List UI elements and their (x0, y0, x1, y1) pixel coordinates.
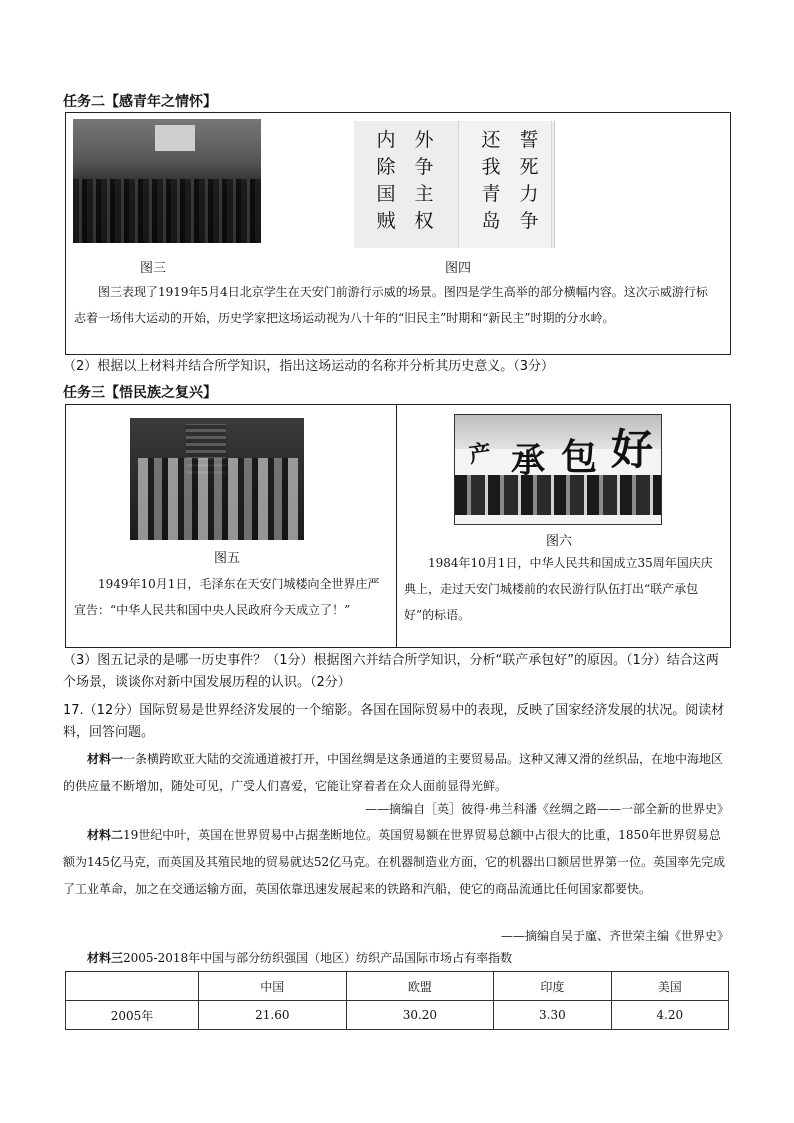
banner-right-col-2 (479, 127, 503, 237)
market-share-table (65, 971, 729, 1030)
material-2 (63, 822, 731, 903)
table-cell: 3.30 (494, 1001, 611, 1030)
banner-char: 除 (376, 156, 396, 178)
banner-char: 青 (481, 183, 501, 205)
material-2-text: 19世纪中叶，英国在世界贸易中占据垄断地位。英国贸易额在世界贸易总额中占很大的比重，1850年世界贸易总额为145亿马克，而英国及其殖民地的贸易就达52亿马克。在机器制造业方面，它的机器出口额居世界第一位。英国率先完成了工业革命，加之在交通运输方面，英国依靠迅速发展起来的铁路和汽船，使它的商品流通比任何国家都要快。 (63, 828, 726, 896)
material-3 (63, 945, 731, 972)
banner-char: 国 (376, 183, 396, 205)
banner-char: 我 (481, 156, 501, 178)
table-cell: 4.20 (611, 1001, 728, 1030)
sign-char: 承 (511, 441, 545, 481)
q17-intro: 17.（12分）国际贸易是世界经济发展的一个缩影。各国在国际贸易中的表现，反映了国家经济发展的状况。阅读材料，回答问题。 (63, 703, 725, 740)
banner-right (471, 127, 541, 237)
material-3-text: 2005-2018年中国与部分纺织强国（地区）纺织产品国际市场占有率指数 (123, 951, 513, 965)
task2-description: 图三表现了1919年5月4日北京学生在天安门前游行示威的场景。图四是学生高举的部分横幅内容。这次示威游行标志着一场伟大运动的开始，历史学家把这场运动视为八十年的“旧民主”时期和“新民主”时期的分水岭。 (74, 285, 708, 325)
banner-left-col-2 (374, 127, 398, 237)
table-header-cell: 中国 (199, 972, 347, 1001)
table-cell: 21.60 (199, 1001, 347, 1030)
may-fourth-photo (73, 119, 261, 243)
banner-left (366, 127, 436, 237)
task3-title: 任务三【悟民族之复兴】 (63, 385, 217, 401)
banner-char: 贼 (376, 210, 396, 232)
task2-box (65, 112, 731, 355)
banner-char: 誓 (519, 129, 539, 151)
material-3-label: 材料三 (87, 951, 124, 965)
task3-divider (396, 405, 397, 647)
banner-char: 主 (414, 183, 434, 205)
banner-char: 岛 (481, 210, 501, 232)
sign-char: 好 (611, 425, 654, 474)
fig3-label: 图三 (140, 261, 167, 276)
fig5-text: 1949年10月1日，毛泽东在天安门城楼向全世界庄严宣告：“中华人民共和国中央人民政府今天成立了！” (74, 577, 380, 617)
material-2-source: ——摘编自吴于廑、齐世荣主编《世界史》 (500, 929, 729, 943)
table-cell: 30.20 (346, 1001, 494, 1030)
tractors-shape (455, 475, 661, 515)
table-header-row (66, 972, 729, 1001)
sign-char: 产 (467, 440, 493, 469)
table-header-cell: 美国 (611, 972, 728, 1001)
material-1-text: 一条横跨欧亚大陆的交流通道被打开，中国丝绸是这条通道的主要贸易品。这种又薄又滑的丝织品，在地中海地区的供应量不断增加，随处可见，广受人们喜爱，它能让穿着者在众人面前显得光鲜。 (63, 752, 724, 793)
leaders-shape (138, 458, 298, 540)
fig5-label: 图五 (214, 551, 241, 566)
task2-title: 任务二【感青年之情怀】 (63, 94, 217, 110)
fig6-text: 1984年10月1日，中华人民共和国成立35周年国庆庆典上，走过天安门城楼前的农民游行队伍打出“联产承包好”的标语。 (404, 556, 713, 622)
banner-char: 争 (519, 210, 539, 232)
crowd-shape (73, 179, 261, 243)
material-1-label: 材料一 (87, 752, 124, 766)
table-row (66, 1001, 729, 1030)
tiananmen-gate-shape (155, 125, 195, 151)
founding-ceremony-photo (130, 418, 304, 540)
table-header-cell (66, 972, 199, 1001)
banner-char: 权 (414, 210, 434, 232)
material-1 (63, 746, 731, 800)
task2-question: （2）根据以上材料并结合所学知识，指出这场运动的名称并分析其历史意义。（3分） (63, 359, 555, 374)
banner-right-col-1 (517, 127, 541, 237)
sign-char: 包 (561, 437, 598, 478)
banner-char: 死 (519, 156, 539, 178)
banner-left-col-1 (412, 127, 436, 237)
material-2-label: 材料二 (87, 828, 124, 842)
table-cell: 2005年 (66, 1001, 199, 1030)
fig6-label: 图六 (546, 534, 573, 549)
task3-box (65, 404, 731, 648)
banner-char: 力 (519, 183, 539, 205)
banner-char: 还 (481, 129, 501, 151)
material-1-source: ——摘编自［英］彼得·弗兰科潘《丝绸之路——一部全新的世界史》 (365, 802, 729, 816)
banner-char: 争 (414, 156, 434, 178)
table-header-cell: 印度 (494, 972, 611, 1001)
table-header-cell: 欧盟 (346, 972, 494, 1001)
banner-char: 外 (414, 129, 434, 151)
fig4-label: 图四 (445, 261, 472, 276)
parade-photo (454, 414, 662, 525)
banner-char: 内 (376, 129, 396, 151)
task3-question: （3）图五记录的是哪一历史事件？（1分）根据图六并结合所学知识，分析“联产承包好”的原因。（1分）结合这两个场景，谈谈你对新中国发展历程的认识。（2分） (63, 653, 719, 690)
